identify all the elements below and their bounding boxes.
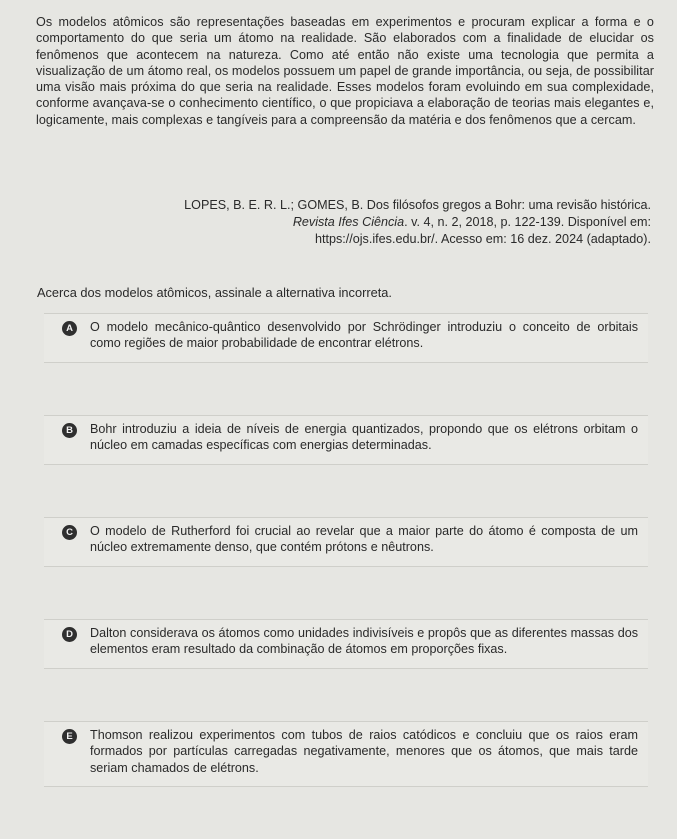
option-a-letter-badge: A [62,321,77,336]
option-d[interactable] [44,619,648,669]
citation-line-3: https://ojs.ifes.edu.br/. Acesso em: 16 dez. 2024 (adaptado). [314,232,651,246]
option-b[interactable] [44,415,648,465]
option-c[interactable] [44,517,648,567]
citation-line-1: LOPES, B. E. R. L.; GOMES, B. Dos filósofos gregos a Bohr: uma revisão histórica. [184,198,651,212]
citation-line-2 [51,214,651,231]
option-c-text: O modelo de Rutherford foi crucial ao revelar que a maior parte do átomo é composta de um núcleo extremamente denso, que contém prótons e nêutrons. [90,524,638,555]
option-e-letter-badge: E [62,729,77,744]
option-c-letter-badge: C [62,525,77,540]
option-e-text: Thomson realizou experimentos com tubos de raios catódicos e concluiu que os raios eram formados por partículas carregadas negativamente, menores que os átomos, que mais tarde seriam chamados de elétrons. [90,728,638,775]
citation-journal: Revista Ifes Ciência [292,215,405,229]
citation-line-2-rest: . v. 4, n. 2, 2018, p. 122-139. Disponível em: [404,215,651,229]
option-a[interactable] [44,313,648,363]
option-d-letter-badge: D [62,627,77,642]
option-d-text: Dalton considerava os átomos como unidades indivisíveis e propôs que as diferentes massas dos elementos eram resultado da combinação de átomos em proporções fixas. [90,626,638,657]
option-b-letter-badge: B [62,423,77,438]
option-a-text: O modelo mecânico-quântico desenvolvido por Schrödinger introduziu o conceito de orbitais como regiões de maior probabilidade de encontrar elétrons. [90,320,638,351]
option-e[interactable] [44,721,648,787]
citation [51,197,651,248]
question-prompt: Acerca dos modelos atômicos, assinale a alternativa incorreta. [37,285,392,300]
passage-text: Os modelos atômicos são representações baseadas em experimentos e procuram explicar a forma e o comportamento do que seria um átomo na realidade. São elaborados com a finalidade de elucidar os fenômenos que acontecem na natureza. Como até então não existe uma tecnologia que permita a visualização de um átomo real, os modelos possuem um papel de grande importância, ou seja, de possibilitar uma visão mais próxima do que seria na realidade. Esses modelos foram evoluindo em sua complexidade, conforme avançava-se o conhecimento científico, o que propiciava a elaboração de teorias mais elegantes e, logicamente, mais complexas e tangíveis para a compreensão da matéria e dos fenômenos que a cercam. [36,15,654,127]
option-b-text: Bohr introduziu a ideia de níveis de energia quantizados, propondo que os elétrons orbitam o núcleo em camadas específicas com energias determinadas. [90,422,638,453]
